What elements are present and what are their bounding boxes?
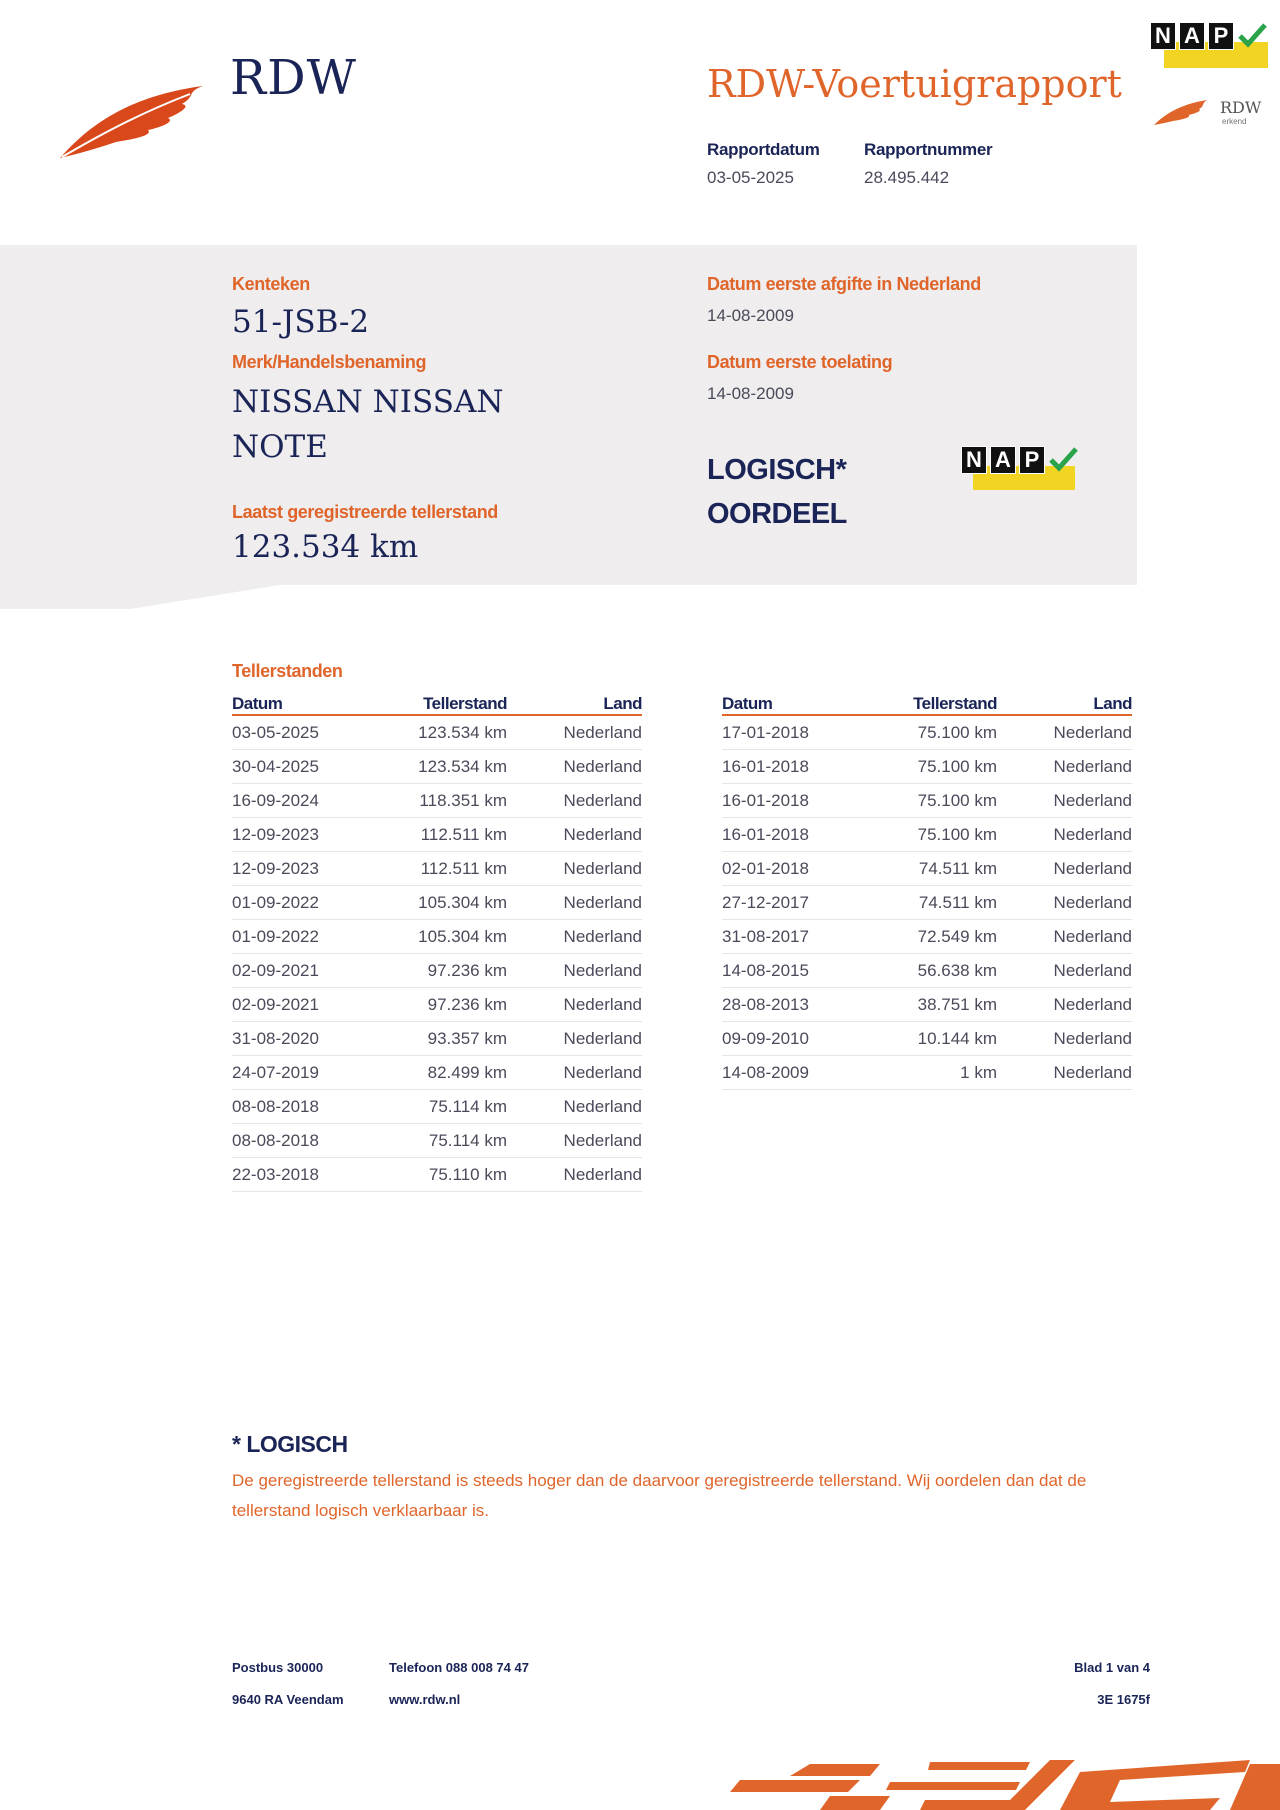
cell-country: Nederland — [997, 750, 1132, 784]
cell-country: Nederland — [507, 1090, 642, 1124]
cell-odometer: 56.638 km — [867, 954, 997, 988]
cell-country: Nederland — [997, 1022, 1132, 1056]
cell-date: 02-01-2018 — [722, 852, 867, 886]
footer-website[interactable]: www.rdw.nl — [389, 1692, 461, 1707]
col-header-date: Datum — [722, 688, 867, 715]
cell-odometer: 10.144 km — [867, 1022, 997, 1056]
cell-country: Nederland — [507, 1022, 642, 1056]
nap-letter-p: P — [1208, 22, 1234, 50]
verdict-line2: OORDEEL — [707, 498, 847, 530]
cell-date: 01-09-2022 — [232, 920, 377, 954]
col-header-km: Tellerstand — [377, 688, 507, 715]
nap-letter-n: N — [961, 446, 987, 474]
nap-letter-p: P — [1019, 446, 1045, 474]
nap-letter-a: A — [990, 446, 1016, 474]
rdw-erkend-text: RDW — [1220, 98, 1262, 117]
plate-value: 51-JSB-2 — [232, 304, 370, 340]
verdict-line1: LOGISCH* — [707, 454, 847, 486]
first-issue-date: 14-08-2009 — [707, 306, 794, 325]
cell-country: Nederland — [997, 988, 1132, 1022]
cell-odometer: 112.511 km — [377, 818, 507, 852]
cell-odometer: 123.534 km — [377, 715, 507, 750]
cell-odometer: 97.236 km — [377, 988, 507, 1022]
cell-country: Nederland — [507, 1124, 642, 1158]
cell-country: Nederland — [507, 988, 642, 1022]
make-line1: NISSAN NISSAN — [232, 384, 504, 420]
cell-date: 12-09-2023 — [232, 852, 377, 886]
cell-date: 22-03-2018 — [232, 1158, 377, 1192]
cell-country: Nederland — [997, 784, 1132, 818]
footer-phone: Telefoon 088 008 74 47 — [389, 1660, 529, 1675]
nap-letter-n: N — [1150, 22, 1176, 50]
col-header-km: Tellerstand — [867, 688, 997, 715]
cell-country: Nederland — [997, 852, 1132, 886]
rdw-feather-logo — [58, 78, 208, 160]
nap-logo-panel — [961, 446, 1077, 492]
cell-date: 16-01-2018 — [722, 818, 867, 852]
report-number-label: Rapportnummer — [864, 140, 993, 159]
table-row — [722, 1022, 1132, 1056]
make-label: Merk/Handelsbenaming — [232, 352, 427, 372]
odometer-table-right — [722, 688, 1132, 1090]
cell-country: Nederland — [507, 750, 642, 784]
cell-date: 28-08-2013 — [722, 988, 867, 1022]
first-admission-label: Datum eerste toelating — [707, 352, 893, 372]
table-row — [722, 920, 1132, 954]
verdict — [707, 448, 847, 536]
cell-odometer: 112.511 km — [377, 852, 507, 886]
nap-letter-a: A — [1179, 22, 1205, 50]
cell-country: Nederland — [507, 920, 642, 954]
cell-odometer: 75.110 km — [377, 1158, 507, 1192]
cell-date: 02-09-2021 — [232, 954, 377, 988]
odometer-section-title: Tellerstanden — [232, 661, 343, 681]
table-row — [722, 886, 1132, 920]
cell-date: 02-09-2021 — [232, 988, 377, 1022]
col-header-country: Land — [997, 688, 1132, 715]
decorative-stripes — [730, 1758, 1280, 1810]
cell-date: 30-04-2025 — [232, 750, 377, 784]
footnote-title: * LOGISCH — [232, 1431, 348, 1457]
col-header-country: Land — [507, 688, 642, 715]
table-row — [722, 852, 1132, 886]
footnote-text: De geregistreerde tellerstand is steeds hoger dan de daarvoor geregistreerde tellerstand. Wij oordelen dan dat de tellerstand logisch verklaarbaar is. — [232, 1471, 1087, 1520]
cell-country: Nederland — [507, 784, 642, 818]
footer-page-number: Blad 1 van 4 — [1074, 1660, 1150, 1675]
table-row — [232, 1022, 642, 1056]
table-row — [232, 954, 642, 988]
nap-logo-top — [1150, 22, 1270, 70]
cell-date: 03-05-2025 — [232, 715, 377, 750]
footer-city: 9640 RA Veendam — [232, 1692, 344, 1707]
cell-odometer: 75.114 km — [377, 1124, 507, 1158]
table-row — [232, 1056, 642, 1090]
cell-country: Nederland — [997, 920, 1132, 954]
cell-odometer: 93.357 km — [377, 1022, 507, 1056]
cell-odometer: 97.236 km — [377, 954, 507, 988]
cell-country: Nederland — [507, 715, 642, 750]
cell-odometer: 72.549 km — [867, 920, 997, 954]
make-line2: NOTE — [232, 429, 328, 465]
cell-date: 12-09-2023 — [232, 818, 377, 852]
table-row — [232, 1158, 642, 1192]
table-row — [232, 1090, 642, 1124]
cell-country: Nederland — [507, 818, 642, 852]
table-row — [722, 715, 1132, 750]
cell-odometer: 38.751 km — [867, 988, 997, 1022]
cell-odometer: 74.511 km — [867, 886, 997, 920]
odometer-table-left — [232, 688, 642, 1192]
cell-country: Nederland — [507, 1056, 642, 1090]
last-odometer-label: Laatst geregistreerde tellerstand — [232, 502, 498, 522]
cell-odometer: 105.304 km — [377, 920, 507, 954]
col-header-date: Datum — [232, 688, 377, 715]
report-title: RDW-Voertuigrapport — [707, 62, 1122, 106]
cell-date: 08-08-2018 — [232, 1124, 377, 1158]
table-row — [722, 988, 1132, 1022]
cell-date: 16-01-2018 — [722, 784, 867, 818]
table-row — [232, 715, 642, 750]
cell-country: Nederland — [507, 886, 642, 920]
cell-country: Nederland — [507, 852, 642, 886]
cell-country: Nederland — [997, 818, 1132, 852]
table-row — [722, 818, 1132, 852]
cell-date: 31-08-2020 — [232, 1022, 377, 1056]
first-issue-label: Datum eerste afgifte in Nederland — [707, 274, 981, 294]
rdw-erkend-feather-icon — [1153, 98, 1209, 126]
report-date-label: Rapportdatum — [707, 140, 820, 159]
report-date: 03-05-2025 — [707, 168, 794, 187]
cell-date: 14-08-2009 — [722, 1056, 867, 1090]
cell-date: 17-01-2018 — [722, 715, 867, 750]
table-row — [232, 750, 642, 784]
table-row — [232, 1124, 642, 1158]
table-row — [722, 784, 1132, 818]
cell-country: Nederland — [997, 1056, 1132, 1090]
table-row — [232, 886, 642, 920]
cell-odometer: 74.511 km — [867, 852, 997, 886]
footer-postbus: Postbus 30000 — [232, 1660, 324, 1675]
cell-odometer: 75.100 km — [867, 715, 997, 750]
vehicle-panel — [0, 245, 1137, 585]
table-row — [722, 1056, 1132, 1090]
footer-code: 3E 1675f — [1097, 1692, 1150, 1707]
table-row — [722, 750, 1132, 784]
rdw-erkend-sub: erkend — [1222, 117, 1247, 126]
cell-date: 16-09-2024 — [232, 784, 377, 818]
brand-name: RDW — [230, 50, 357, 106]
cell-date: 01-09-2022 — [232, 886, 377, 920]
cell-date: 14-08-2015 — [722, 954, 867, 988]
vehicle-panel-tail — [0, 585, 130, 609]
cell-date: 31-08-2017 — [722, 920, 867, 954]
table-row — [232, 920, 642, 954]
cell-odometer: 75.100 km — [867, 750, 997, 784]
table-row — [232, 784, 642, 818]
cell-odometer: 1 km — [867, 1056, 997, 1090]
checkmark-icon — [1237, 22, 1267, 48]
last-odometer-value: 123.534 km — [232, 529, 419, 565]
table-row — [232, 988, 642, 1022]
cell-country: Nederland — [997, 886, 1132, 920]
cell-odometer: 118.351 km — [377, 784, 507, 818]
cell-odometer: 75.100 km — [867, 818, 997, 852]
cell-odometer: 105.304 km — [377, 886, 507, 920]
vehicle-panel-tail-slant — [130, 585, 280, 609]
cell-date: 16-01-2018 — [722, 750, 867, 784]
cell-country: Nederland — [997, 715, 1132, 750]
table-row — [232, 852, 642, 886]
cell-odometer: 82.499 km — [377, 1056, 507, 1090]
cell-date: 08-08-2018 — [232, 1090, 377, 1124]
checkmark-icon — [1048, 446, 1078, 472]
cell-odometer: 75.100 km — [867, 784, 997, 818]
report-number: 28.495.442 — [864, 168, 950, 187]
cell-country: Nederland — [997, 954, 1132, 988]
first-admission-date: 14-08-2009 — [707, 384, 794, 403]
cell-country: Nederland — [507, 954, 642, 988]
cell-odometer: 123.534 km — [377, 750, 507, 784]
cell-country: Nederland — [507, 1158, 642, 1192]
cell-odometer: 75.114 km — [377, 1090, 507, 1124]
plate-label: Kenteken — [232, 274, 310, 294]
table-row — [232, 818, 642, 852]
cell-date: 27-12-2017 — [722, 886, 867, 920]
table-row — [722, 954, 1132, 988]
cell-date: 09-09-2010 — [722, 1022, 867, 1056]
cell-date: 24-07-2019 — [232, 1056, 377, 1090]
